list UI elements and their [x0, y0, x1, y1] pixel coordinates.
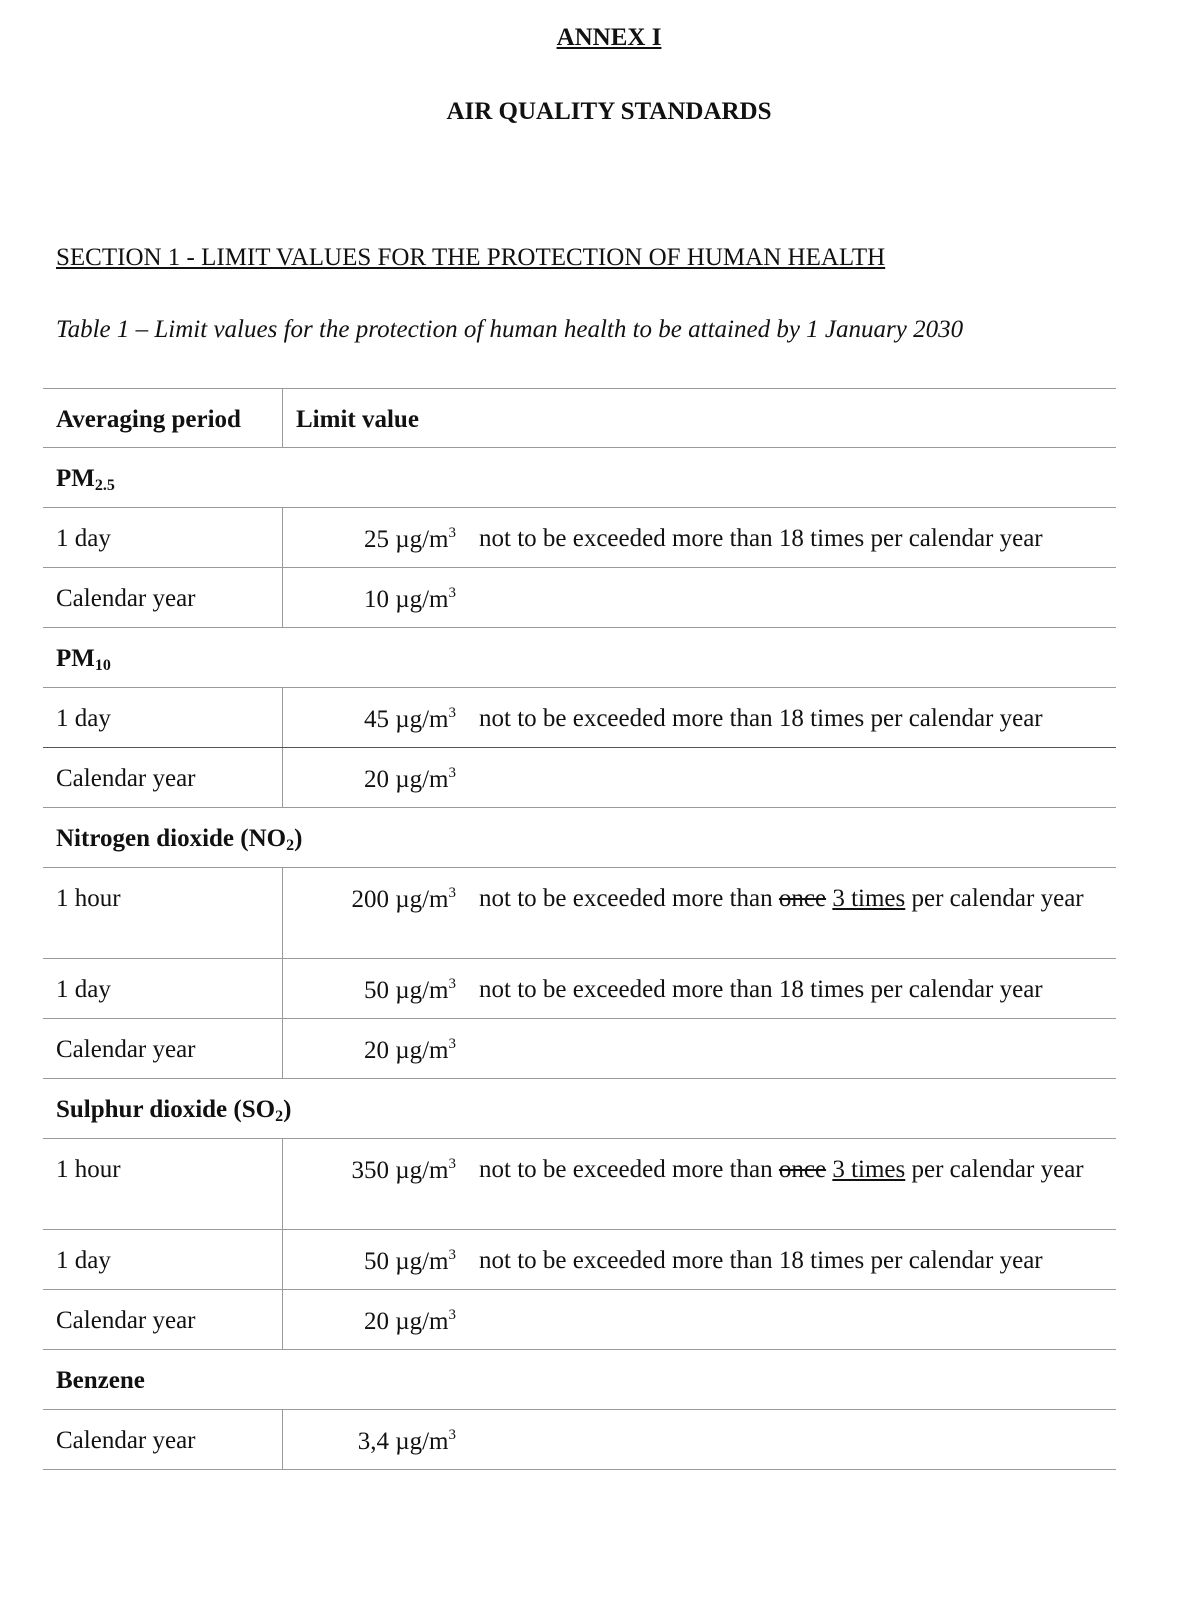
limit-values-table [43, 388, 1116, 1470]
condition-cell [456, 565, 1116, 627]
averaging-period-cell: Calendar year [43, 1019, 283, 1078]
deleted-text: once [778, 1156, 827, 1183]
condition-cell: not to be exceeded more than once 3 times per calendar year [479, 885, 1084, 912]
annex-label: ANNEX I [556, 24, 662, 51]
pollutant-name: $PM_{10}$ [56, 645, 111, 674]
condition-cell: not to be exceeded more than 18 times per calendar year [479, 705, 1043, 732]
averaging-period-cell: Calendar year [43, 748, 283, 807]
table-header-row [43, 389, 1116, 448]
pollutant-name: Sulphur dioxide $(SO_2)$ [56, 1096, 292, 1125]
pollutant-name: Benzene [56, 1367, 145, 1394]
table-row [43, 568, 1116, 628]
condition-cell [456, 745, 1116, 807]
limit-value-cell: 25 $\mu g/m^3$ [363, 525, 456, 553]
limit-value-cell: 3,4 $\mu g/m^3$ [357, 1427, 456, 1455]
condition-cell [456, 1016, 1116, 1078]
averaging-period-cell: 1 day [43, 508, 283, 567]
table-row [43, 959, 1116, 1019]
limit-value-cell: 20 $\mu g/m^3$ [363, 765, 456, 793]
table-row [43, 868, 1116, 959]
group-header-row [43, 448, 1116, 508]
header-averaging-period: Averaging period [43, 389, 283, 447]
table-row [43, 1019, 1116, 1079]
condition-cell: not to be exceeded more than once 3 times per calendar year [479, 1156, 1084, 1183]
table-row [43, 1139, 1116, 1230]
averaging-period-cell: 1 day [43, 688, 283, 747]
inserted-text: 3 times [832, 885, 906, 912]
condition-cell: not to be exceeded more than 18 times per calendar year [479, 976, 1043, 1003]
pollutant-name: Nitrogen dioxide $(NO_2)$ [56, 825, 303, 854]
condition-cell: not to be exceeded more than 18 times per calendar year [479, 1247, 1043, 1274]
header-limit-value: Limit value [296, 406, 419, 433]
limit-value-cell: 45 $\mu g/m^3$ [363, 705, 456, 733]
averaging-period-cell: Calendar year [43, 1410, 283, 1469]
annex-title: AIR QUALITY STANDARDS [446, 98, 772, 125]
condition-cell [456, 1407, 1116, 1469]
group-header-row [43, 1079, 1116, 1139]
section-title: SECTION 1 - LIMIT VALUES FOR THE PROTECTION OF HUMAN HEALTH [56, 244, 886, 271]
table-row [43, 1230, 1116, 1290]
pollutant-name: $PM_{2.5}$ [56, 465, 115, 494]
condition-cell: not to be exceeded more than 18 times per calendar year [479, 525, 1043, 552]
limit-value-cell: 50 $\mu g/m^3$ [363, 976, 456, 1004]
group-header-row [43, 808, 1116, 868]
limit-value-cell: 20 $\mu g/m^3$ [363, 1307, 456, 1335]
limit-value-cell: 50 $\mu g/m^3$ [363, 1247, 456, 1275]
condition-cell [456, 1287, 1116, 1349]
averaging-period-cell: Calendar year [43, 1290, 283, 1349]
limit-value-cell: 10 $\mu g/m^3$ [363, 585, 456, 613]
limit-value-cell: 350 $\mu g/m^3$ [351, 1156, 456, 1184]
table-row [43, 748, 1116, 808]
averaging-period-cell: 1 day [43, 959, 283, 1018]
table-row [43, 1410, 1116, 1470]
averaging-period-cell: 1 hour [43, 1139, 283, 1229]
table-row [43, 508, 1116, 568]
averaging-period-cell: Calendar year [43, 568, 283, 627]
averaging-period-cell: 1 day [43, 1230, 283, 1289]
limit-value-cell: 200 $\mu g/m^3$ [351, 885, 456, 913]
limit-value-cell: 20 $\mu g/m^3$ [363, 1036, 456, 1064]
inserted-text: 3 times [832, 1156, 906, 1183]
group-header-row [43, 628, 1116, 688]
deleted-text: once [778, 885, 827, 912]
table-caption: Table 1 – Limit values for the protection of human health to be attained by 1 January 2030 [56, 316, 964, 343]
group-header-row [43, 1350, 1116, 1410]
table-row [43, 688, 1116, 748]
averaging-period-cell: 1 hour [43, 868, 283, 958]
table-row [43, 1290, 1116, 1350]
